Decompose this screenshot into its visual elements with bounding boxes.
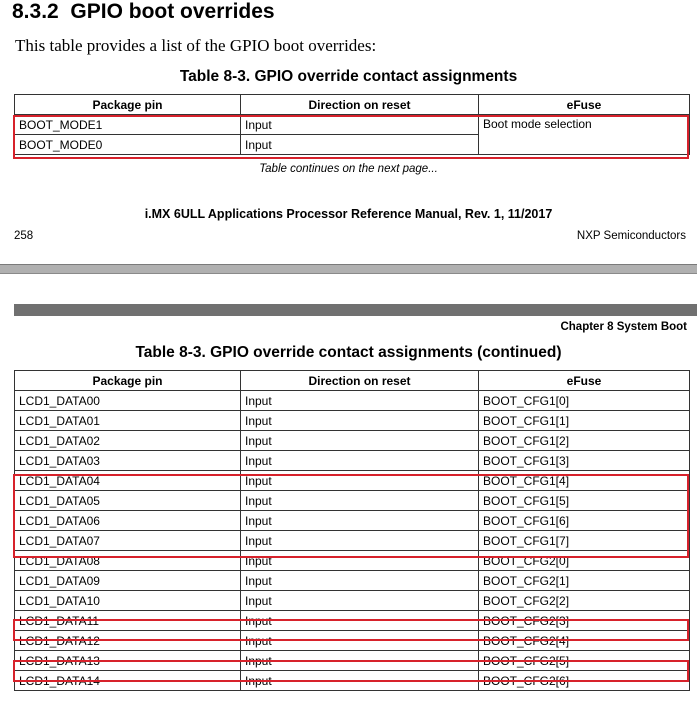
cell-package-pin: LCD1_DATA04 <box>15 471 241 491</box>
page-number: 258 <box>14 230 34 242</box>
cell-efuse: BOOT_CFG1[7] <box>479 531 690 551</box>
cell-direction: Input <box>241 611 479 631</box>
cell-direction: Input <box>241 571 479 591</box>
footer-doc-title: i.MX 6ULL Applications Processor Reference Manual, Rev. 1, 11/2017 <box>144 207 553 221</box>
table-continues-note: Table continues on the next page... <box>259 163 438 175</box>
cell-package-pin: LCD1_DATA14 <box>15 671 241 691</box>
cell-package-pin: LCD1_DATA09 <box>15 571 241 591</box>
cell-efuse: BOOT_CFG2[3] <box>479 611 690 631</box>
cell-package-pin: LCD1_DATA10 <box>15 591 241 611</box>
col-header-efuse: eFuse <box>479 95 690 115</box>
col-header-direction: Direction on reset <box>241 371 479 391</box>
col-header-direction: Direction on reset <box>241 95 479 115</box>
highlight-box-data11 <box>13 619 689 641</box>
cell-package-pin: BOOT_MODE1 <box>15 115 241 135</box>
section-number: 8.3.2 <box>12 0 59 23</box>
cell-package-pin: LCD1_DATA00 <box>15 391 241 411</box>
cell-package-pin: LCD1_DATA12 <box>15 631 241 651</box>
table1-caption: Table 8-3. GPIO override contact assignments <box>179 68 518 85</box>
section-heading <box>12 0 275 24</box>
cell-direction: Input <box>241 531 479 551</box>
footer-vendor: NXP Semiconductors <box>576 230 686 242</box>
table-row <box>15 391 690 411</box>
cell-package-pin: LCD1_DATA06 <box>15 511 241 531</box>
cell-package-pin: LCD1_DATA01 <box>15 411 241 431</box>
cell-direction: Input <box>241 411 479 431</box>
cell-direction: Input <box>241 511 479 531</box>
cell-efuse: BOOT_CFG1[3] <box>479 451 690 471</box>
cell-package-pin: LCD1_DATA03 <box>15 451 241 471</box>
cell-direction: Input <box>241 115 479 135</box>
cell-efuse: BOOT_CFG1[1] <box>479 411 690 431</box>
col-header-package-pin: Package pin <box>15 371 241 391</box>
cell-efuse: BOOT_CFG2[1] <box>479 571 690 591</box>
cell-efuse: BOOT_CFG2[5] <box>479 651 690 671</box>
cell-direction: Input <box>241 551 479 571</box>
cell-efuse: BOOT_CFG2[0] <box>479 551 690 571</box>
highlight-box-data04-07 <box>13 474 689 558</box>
chapter-header: Chapter 8 System Boot <box>560 321 687 333</box>
cell-direction: Input <box>241 471 479 491</box>
cell-package-pin: LCD1_DATA02 <box>15 431 241 451</box>
table-row <box>15 571 690 591</box>
col-header-efuse: eFuse <box>479 371 690 391</box>
cell-package-pin: LCD1_DATA11 <box>15 611 241 631</box>
cell-direction: Input <box>241 135 479 155</box>
cell-efuse: BOOT_CFG2[6] <box>479 671 690 691</box>
section-title: GPIO boot overrides <box>70 0 275 23</box>
cell-efuse: BOOT_CFG1[4] <box>479 471 690 491</box>
cell-direction: Input <box>241 671 479 691</box>
table-row <box>15 431 690 451</box>
cell-direction: Input <box>241 491 479 511</box>
table-header-row <box>15 371 690 391</box>
page-separator <box>0 264 697 274</box>
cell-efuse: BOOT_CFG1[0] <box>479 391 690 411</box>
cell-package-pin: LCD1_DATA08 <box>15 551 241 571</box>
cell-package-pin: LCD1_DATA05 <box>15 491 241 511</box>
table-row <box>15 591 690 611</box>
cell-efuse: BOOT_CFG1[5] <box>479 491 690 511</box>
cell-direction: Input <box>241 391 479 411</box>
cell-package-pin: LCD1_DATA07 <box>15 531 241 551</box>
highlight-box-data13 <box>13 660 689 682</box>
cell-direction: Input <box>241 431 479 451</box>
highlight-box-boot-mode <box>13 115 689 159</box>
cell-package-pin: BOOT_MODE0 <box>15 135 241 155</box>
intro-paragraph: This table provides a list of the GPIO boot overrides: <box>15 36 377 55</box>
table-header-row <box>15 95 690 115</box>
cell-direction: Input <box>241 591 479 611</box>
cell-efuse: BOOT_CFG1[2] <box>479 431 690 451</box>
cell-efuse: BOOT_CFG1[6] <box>479 511 690 531</box>
table-row <box>15 451 690 471</box>
cell-direction: Input <box>241 631 479 651</box>
col-header-package-pin: Package pin <box>15 95 241 115</box>
table2-caption: Table 8-3. GPIO override contact assignments (continued) <box>135 344 562 361</box>
cell-package-pin: LCD1_DATA13 <box>15 651 241 671</box>
page-header-bar <box>14 304 697 316</box>
cell-efuse: Boot mode selection <box>479 115 690 155</box>
cell-direction: Input <box>241 451 479 471</box>
table-row <box>15 411 690 431</box>
cell-direction: Input <box>241 651 479 671</box>
cell-efuse: BOOT_CFG2[4] <box>479 631 690 651</box>
cell-efuse: BOOT_CFG2[2] <box>479 591 690 611</box>
